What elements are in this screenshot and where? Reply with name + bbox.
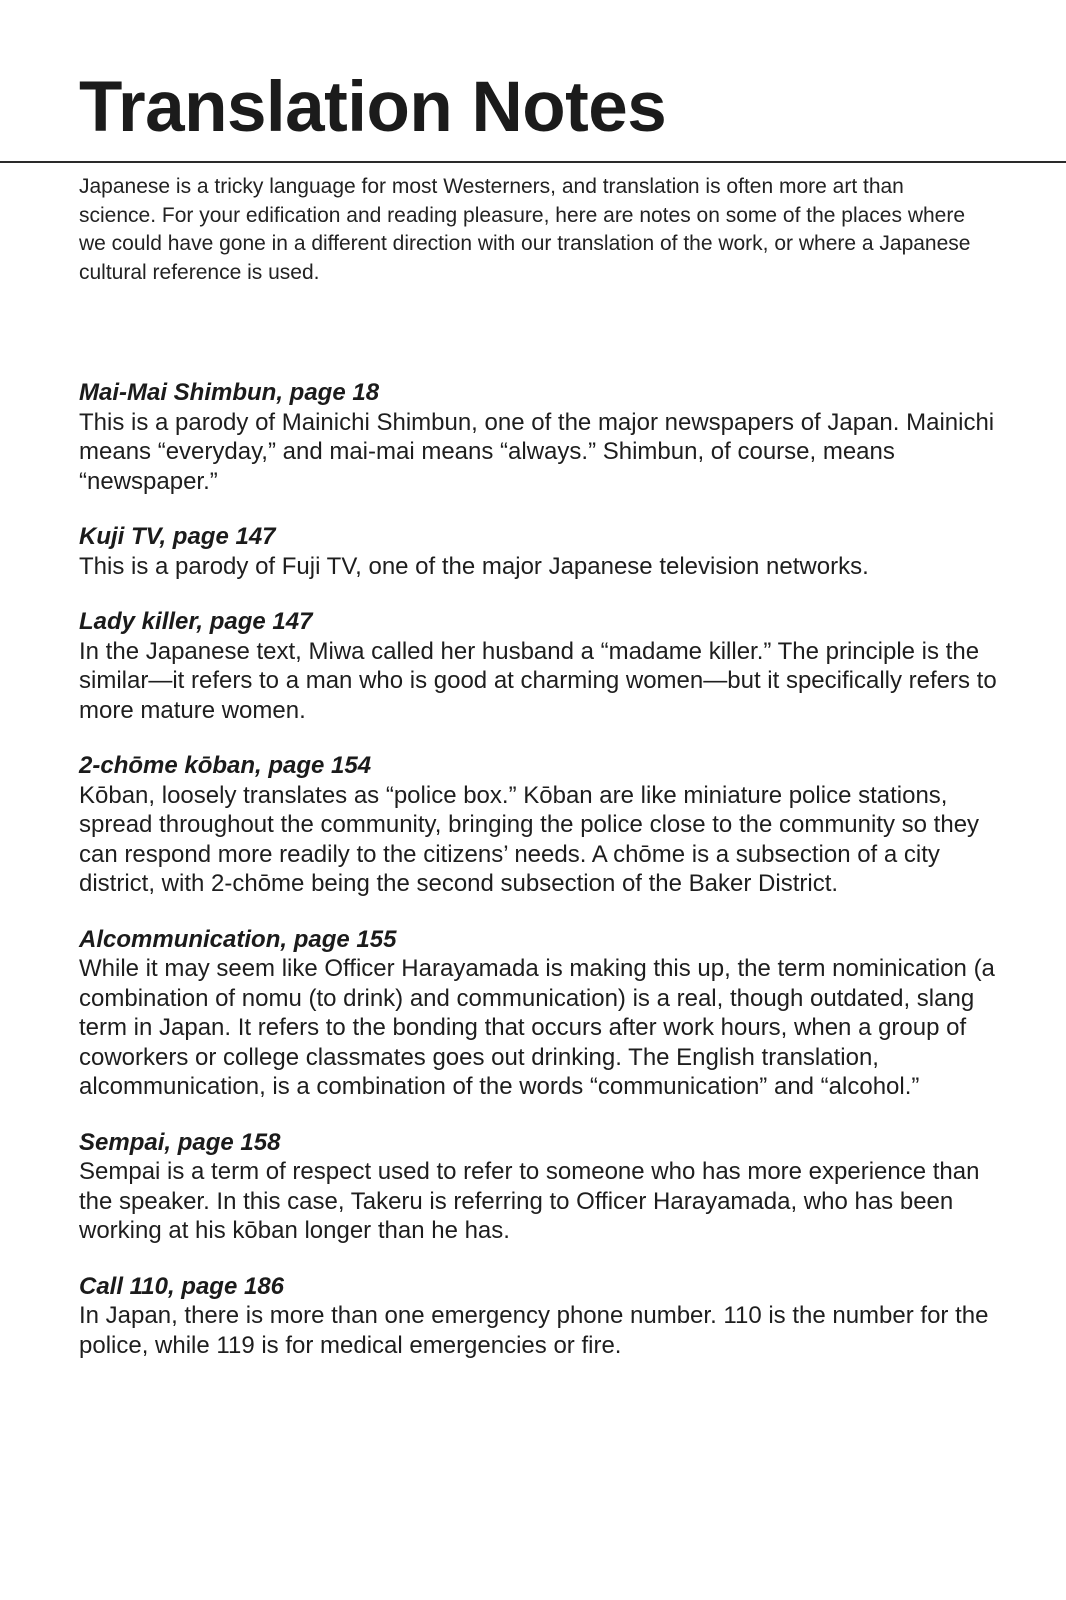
page-title: Translation Notes (79, 68, 667, 147)
note-item (79, 1128, 999, 1246)
note-item (79, 925, 999, 1102)
note-item (79, 607, 999, 725)
note-heading: Lady killer, page 147 (79, 608, 313, 635)
note-heading: Sempai, page 158 (79, 1128, 281, 1156)
note-body: In the Japanese text, Miwa called her husband a “madame killer.” The principle is the similar—it refers to a man who is good at charming women—but it specifically refers to more mature women. (79, 637, 997, 724)
note-body: This is a parody of Fuji TV, one of the major Japanese television networks. (79, 552, 869, 580)
note-heading: Call 110, page 186 (79, 1272, 285, 1300)
note-heading: Alcommunication, page 155 (79, 925, 397, 953)
note-item (79, 751, 999, 899)
note-heading: Mai-Mai Shimbun, page 18 (79, 379, 380, 406)
note-heading: Kuji TV, page 147 (79, 523, 276, 550)
note-heading: 2-chōme kōban, page 154 (79, 752, 372, 779)
note-body: This is a parody of Mainichi Shimbun, one of the major newspapers of Japan. Mainichi means “everyday,” and mai-mai means “always.” Shimbun, of course, means “newspaper.” (79, 408, 995, 495)
note-body: Kōban, loosely translates as “police box.” Kōban are like miniature police stations, spread throughout the community, bringing the police close to the community so they can respond more readily to the citizens’ needs. A chōme is a subsection of a city district, with 2-chōme being the second subsection of the Baker District. (79, 781, 980, 897)
note-item (79, 522, 999, 581)
note-body: While it may seem like Officer Harayamada is making this up, the term nominication (a combination of nomu (to drink) and communication) is a real, though outdated, slang term in Japan. It refers to the bonding that occurs after work hours, when a group of coworkers or college classmates goes out drinking. The English translation, alcommunication, is a combination of the words “communication” and “alcohol.” (79, 955, 995, 1100)
note-body: Sempai is a term of respect used to refer to someone who has more experience than the speaker. In this case, Takeru is referring to Officer Harayamada, who has been working at his kōban longer than he has. (79, 1158, 980, 1244)
title-divider (0, 161, 1066, 163)
note-item (79, 1272, 999, 1361)
notes-list (79, 378, 999, 1386)
intro-paragraph: Japanese is a tricky language for most Westerners, and translation is often more art than science. For your edification and reading pleasure, here are notes on some of the places where we could have gone in a different direction with our translation of the work, or where a Japanese cultural reference is used. (79, 175, 971, 284)
note-item (79, 378, 999, 496)
note-body: In Japan, there is more than one emergency phone number. 110 is the number for the police, while 119 is for medical emergencies or fire. (79, 1302, 989, 1359)
